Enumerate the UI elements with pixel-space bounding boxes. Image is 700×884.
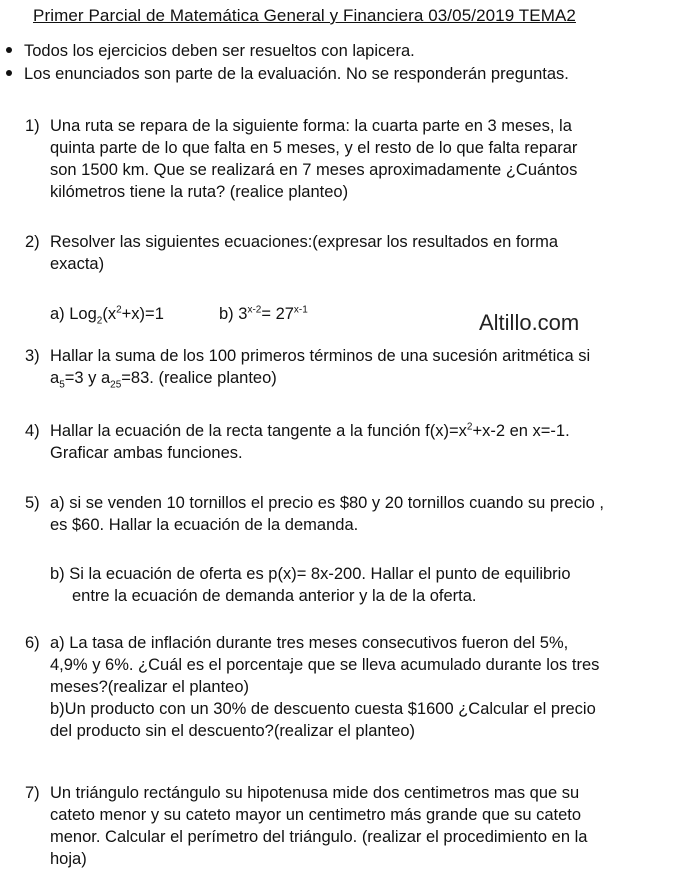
bullet-icon — [6, 47, 12, 53]
question-6-number: 6) — [25, 634, 40, 652]
question-2-line: exacta) — [50, 255, 105, 273]
question-4-line: Graficar ambas funciones. — [50, 444, 243, 462]
question-7-line: hoja) — [50, 850, 87, 868]
instruction-text: Los enunciados son parte de la evaluación. No se responderán preguntas. — [24, 65, 569, 83]
watermark: Altillo.com — [479, 310, 580, 335]
question-3-line: Hallar la suma de los 100 primeros términos de una sucesión aritmética si — [50, 347, 591, 365]
question-2-equation-b: b) $3^{x-2}= 27^{x-1}$ — [219, 304, 308, 323]
question-1 — [50, 115, 698, 203]
question-2 — [50, 231, 698, 275]
instruction-bullet-1 — [6, 42, 415, 61]
question-5-line: a) si se venden 10 tornillos el precio es $80 y 20 tornillos cuando su precio , — [50, 494, 604, 512]
question-5-line: entre la ecuación de demanda anterior y la de la oferta. — [72, 587, 477, 605]
question-7-number: 7) — [25, 784, 40, 802]
question-6-line: meses?(realizar el planteo) — [50, 678, 250, 696]
exam-title: Primer Parcial de Matemática General y Financiera 03/05/2019 TEMA2 — [33, 6, 576, 25]
question-2-equation-a: a) $Log_2(x^2+x)=1$ — [50, 304, 164, 327]
question-1-line: quinta parte de lo que falta en 5 meses, y el resto de lo que falta reparar — [50, 139, 578, 157]
bullet-icon — [6, 70, 12, 76]
question-6-line: b)Un producto con un 30% de descuento cuesta $1600 ¿Calcular el precio — [50, 700, 596, 718]
question-2-number: 2) — [25, 233, 40, 251]
question-1-line: kilómetros tiene la ruta? (realice planteo) — [50, 183, 349, 201]
question-7-line: cateto menor y su cateto mayor un centimetro más grande que su cateto — [50, 806, 582, 824]
question-1-line: Una ruta se repara de la siguiente forma: la cuarta parte en 3 meses, la — [50, 117, 572, 135]
question-6 — [50, 632, 698, 742]
question-5-line: b) Si la ecuación de oferta es p(x)= 8x-200. Hallar el punto de equilibrio — [50, 565, 571, 583]
question-5-part-a — [50, 492, 698, 536]
question-1-number: 1) — [25, 117, 40, 135]
instruction-text: Todos los ejercicios deben ser resueltos con lapicera. — [24, 42, 415, 60]
question-1-line: son 1500 km. Que se realizará en 7 meses aproximadamente ¿Cuántos — [50, 161, 578, 179]
question-5-number: 5) — [25, 494, 40, 512]
instruction-bullet-2 — [6, 65, 569, 84]
question-7-line: Un triángulo rectángulo su hipotenusa mide dos centimetros mas que su — [50, 784, 580, 802]
question-5-line: es $60. Hallar la ecuación de la demanda. — [50, 516, 359, 534]
question-6-line: a) La tasa de inflación durante tres meses consecutivos fueron del 5%, — [50, 634, 569, 652]
question-2-line: Resolver las siguientes ecuaciones:(expresar los resultados en forma — [50, 233, 559, 251]
question-3 — [50, 345, 698, 389]
question-4-line: Hallar la ecuación de la recta tangente a la función $f(x)=x^2+x-2$ en x=-1. — [50, 421, 570, 440]
question-6-line: 4,9% y 6%. ¿Cuál es el porcentaje que se lleva acumulado durante los tres — [50, 656, 600, 674]
question-3-number: 3) — [25, 347, 40, 365]
question-7 — [50, 782, 698, 870]
question-3-line: $a_5=3$ y $a_{25}=83$. (realice planteo) — [50, 369, 277, 391]
question-7-line: menor. Calcular el perímetro del triángulo. (realizar el procedimiento en la — [50, 828, 588, 846]
question-5-part-b — [50, 563, 698, 607]
question-4 — [50, 420, 698, 464]
question-6-line: del producto sin el descuento?(realizar el planteo) — [50, 722, 416, 740]
question-4-number: 4) — [25, 422, 40, 440]
